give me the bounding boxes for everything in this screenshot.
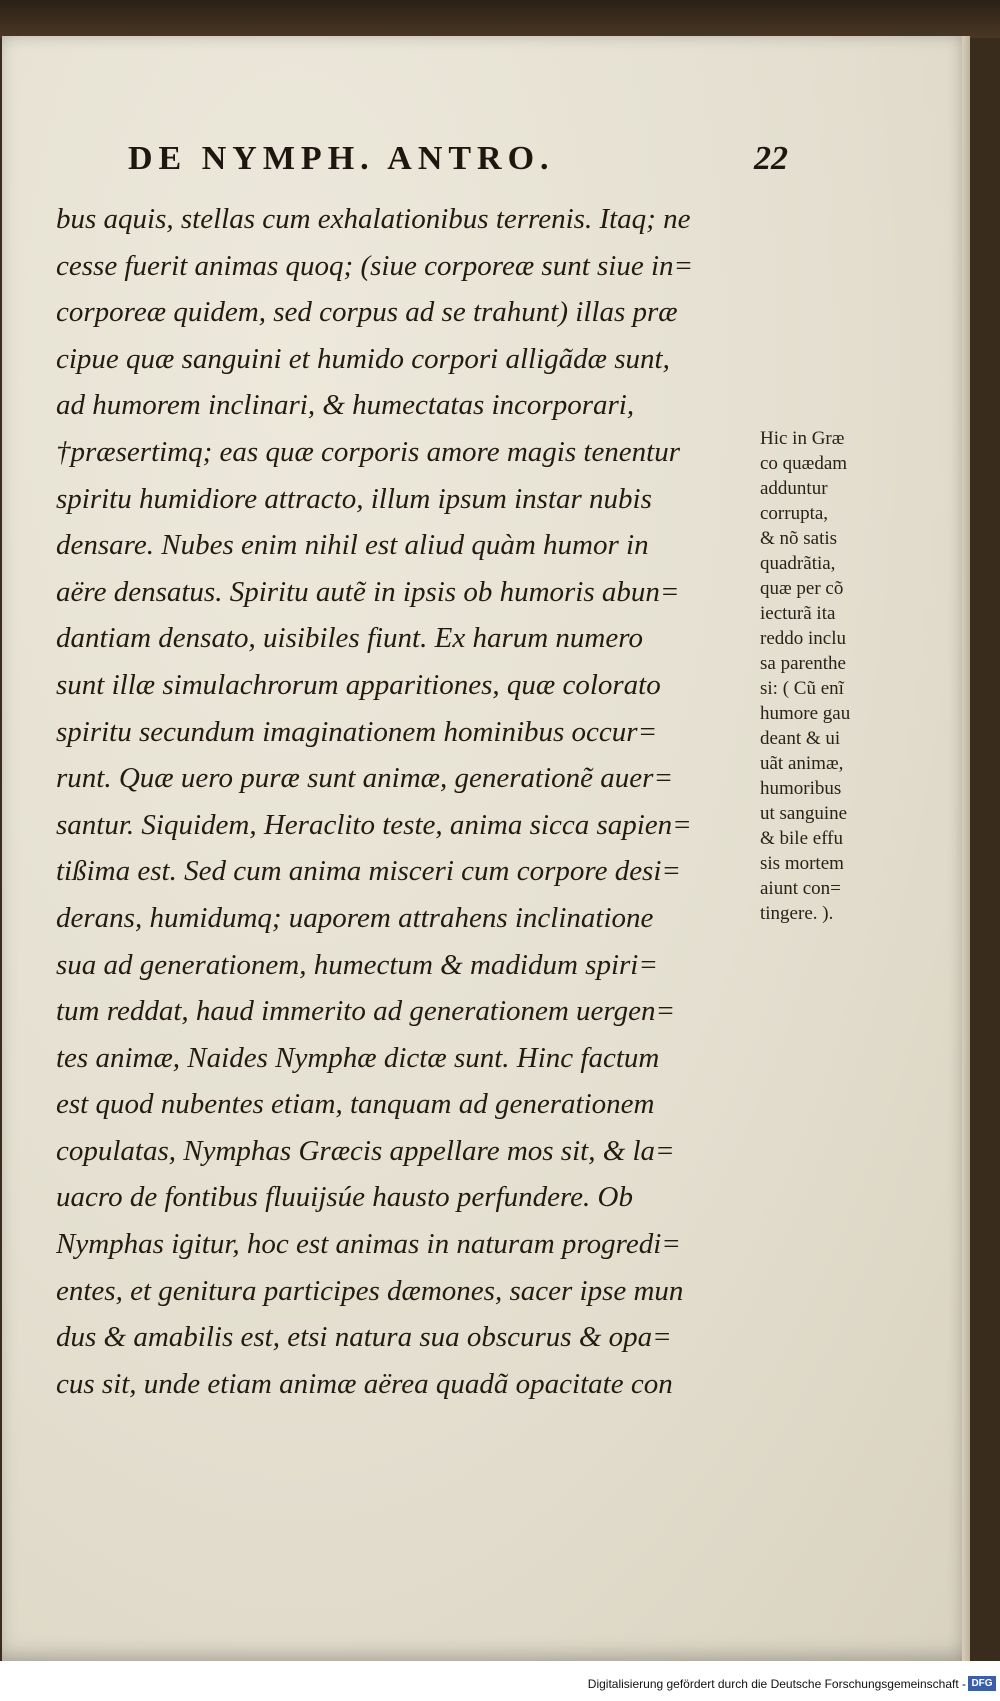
marginal-line: quadrãtia, [760,553,836,574]
page-number: 22 [754,140,788,177]
marginal-line: sa parenthe [760,653,846,674]
text-line: spiritu humidiore attracto, illum ipsum instar nubis [56,482,652,515]
text-line: †præsertimq; eas quæ corporis amore magis tenentur [56,435,681,468]
text-line: copulatas, Nymphas Græcis appellare mos sit, & la= [56,1134,675,1167]
marginal-line: adduntur [760,478,828,499]
marginal-line: co quædam [760,453,848,474]
text-line: tum reddat, haud immerito ad generationem uergen= [56,995,676,1028]
marginal-line: reddo inclu [760,628,847,649]
text-line: santur. Siquidem, Heraclito teste, anima sicca sapien= [56,808,692,841]
text-line: densare. Nubes enim nihil est aliud quàm humor in [56,529,649,562]
text-line: dantiam densato, uisibiles fiunt. Ex harum numero [56,622,643,655]
main-text-block [56,196,756,1407]
dfg-logo: DFG [968,1676,996,1691]
digitization-credit: Digitalisierung gefördert durch die Deutsche Forschungsgemeinschaft - [587,1677,966,1691]
text-line: bus aquis, stellas cum exhalationibus terrenis. Itaq; ne [56,203,691,235]
text-line: tes animæ, Naides Nymphæ dictæ sunt. Hinc factum [56,1041,660,1074]
text-line: Nymphas igitur, hoc est animas in naturam progredi= [56,1228,681,1261]
text-line: uacro de fontibus fluuijsúe hausto perfundere. Ob [56,1181,633,1214]
text-line: aëre densatus. Spiritu autẽ in ipsis ob humoris abun= [56,575,680,608]
page-edge [962,36,970,1661]
text-line: sua ad generationem, humectum & madidum spiri= [56,948,658,981]
text-line: cesse fuerit animas quoq; (siue corporeæ sunt siue in= [56,249,694,282]
text-line: spiritu secundum imaginationem hominibus occur= [56,715,658,748]
scan-border [0,0,1000,38]
marginal-line: humoribus [760,778,842,799]
marginal-line: tingere. ). [760,903,834,924]
marginal-line: aiunt con= [760,878,841,899]
text-line: entes, et genitura participes dæmones, sacer ipse mun [56,1274,684,1307]
marginal-line: quæ per cõ [760,578,844,599]
text-line: cipue quæ sanguini et humido corpori alligãdæ sunt, [56,342,670,375]
marginal-line: humore gau [760,703,851,724]
marginal-line: si: ( Cũ enĩ [760,678,844,699]
footer-bar [0,1661,1000,1701]
marginal-line: & nõ satis [760,528,838,549]
marginal-line: & bile effu [760,828,844,849]
text-line: runt. Quæ uero puræ sunt animæ, generationẽ auer= [56,762,674,795]
marginal-line: uãt animæ, [760,753,844,774]
marginal-line: ut sanguine [760,803,848,824]
text-line: est quod nubentes etiam, tanquam ad generationem [56,1088,655,1121]
marginal-line: sis mortem [760,853,844,874]
running-title: DE NYMPH. ANTRO. [128,140,555,177]
marginal-line: Hic in Græ [760,428,845,449]
marginal-line: iecturã ita [760,603,836,624]
running-head [128,140,788,184]
text-line: sunt illæ simulachrorum apparitiones, quæ colorato [56,668,661,701]
marginal-line: deant & ui [760,728,841,749]
text-line: corporeæ quidem, sed corpus ad se trahunt) illas præ [56,296,678,329]
text-line: derans, humidumq; uaporem attrahens inclinatione [56,901,654,934]
text-line: ad humorem inclinari, & humectatas incorporari, [56,389,635,422]
text-line: dus & amabilis est, etsi natura sua obscurus & opa= [56,1321,672,1354]
marginal-note [760,426,892,926]
marginal-line: corrupta, [760,503,829,524]
text-line: tißima est. Sed cum anima misceri cum corpore desi= [56,855,681,888]
text-line: cus sit, unde etiam animæ aërea quadã opacitate con [56,1367,673,1400]
